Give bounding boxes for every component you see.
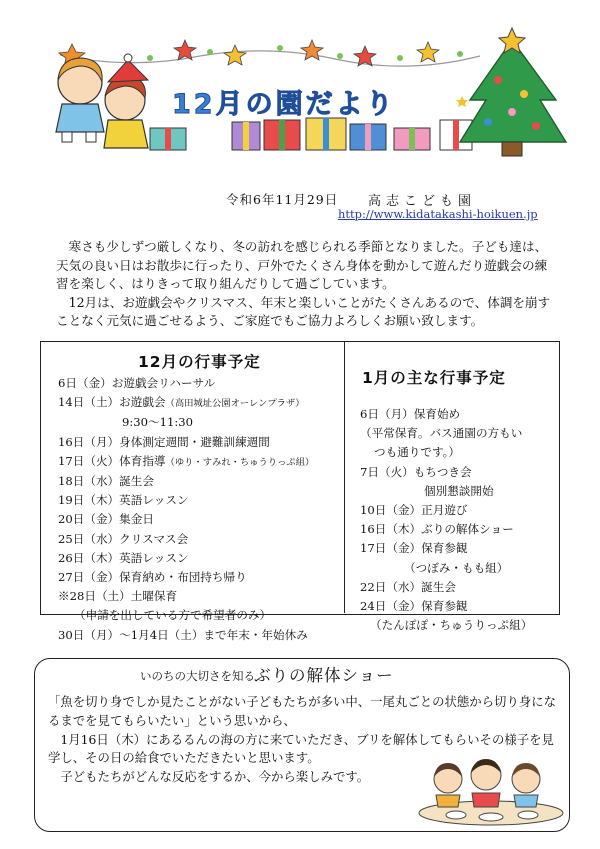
- event-text: 身体測定週間・避難訓練週間: [119, 434, 270, 449]
- school-website-link[interactable]: http://www.kidatakashi-hoikuen.jp: [338, 207, 538, 221]
- december-event-row: [58, 413, 314, 432]
- event-text: 英語レッスン: [119, 493, 189, 508]
- event-text: 9:30～11:30: [122, 415, 194, 430]
- buri-show-title: ぶりの解体ショー: [254, 666, 394, 685]
- christmas-tree-illustration: [456, 28, 566, 156]
- buri-paragraph: 1月16日（木）にあるるんの海の方に来ていただき、ブリを解体してもらいその様子を見学し、その日の給食でいただきたいと思います。: [48, 731, 554, 766]
- intro-paragraph: 12月は、お遊戯会やクリスマス、年末と楽しいことがたくさんあるので、体調を崩すことなく元気に過ごせるよう、ご家庭でもご協力よろしくお願い致します。: [56, 294, 551, 329]
- january-schedule-title: 1月の主な行事予定: [362, 369, 506, 387]
- event-text: 個別懇談開始: [424, 483, 494, 498]
- event-date: ※28日（土）: [58, 589, 131, 604]
- event-text: もちつき会: [413, 464, 472, 479]
- december-event-row: [58, 491, 314, 510]
- january-event-row: [360, 539, 532, 558]
- event-date: 6日（月）: [360, 407, 414, 421]
- event-date: 14日（土）: [58, 395, 120, 410]
- january-event-row: [360, 597, 532, 616]
- event-text: ぶりの解体ショー: [421, 522, 514, 537]
- event-text: 土曜保育: [130, 589, 178, 604]
- december-event-row: [58, 452, 314, 472]
- event-text: （たんぽぽ・ちゅうりっぷ組）: [370, 618, 533, 633]
- event-date: 6日（金）: [58, 376, 112, 390]
- january-event-row: [360, 482, 532, 501]
- january-event-row: [360, 463, 532, 482]
- kids-eating-illustration: [416, 755, 566, 827]
- school-name: 高志こども園: [368, 194, 477, 209]
- buri-paragraph: 「魚を切り身でしか見たことがない子どもたちが多い中、一尾丸ごとの状態から切り身になるまでを見てもらいたい」という思いから、: [48, 694, 557, 728]
- december-event-row: [58, 606, 314, 625]
- event-note: （ゆり・すみれ・ちゅうりっぷ組）: [165, 456, 315, 468]
- december-schedule-title: 12月の行事予定: [138, 353, 261, 371]
- event-date: 22日（水）: [360, 579, 422, 594]
- january-event-row: [360, 520, 532, 539]
- december-event-row: [58, 393, 314, 413]
- january-event-row: [360, 424, 532, 443]
- issue-date: 令和6年11月29日: [226, 192, 339, 207]
- december-event-row: [58, 374, 314, 393]
- event-text: 保育参観: [421, 541, 468, 556]
- event-date: 16日（木）: [360, 522, 422, 537]
- event-text: クリスマス会: [119, 531, 189, 546]
- gift-boxes-illustration: [150, 118, 472, 150]
- event-date: 30日（月）: [58, 627, 120, 642]
- january-event-row: [360, 616, 532, 635]
- december-event-list: [58, 374, 314, 645]
- intro-text: [56, 238, 556, 331]
- event-text: （平常保育。バス通園の方もい: [360, 426, 523, 441]
- event-text: ～1月4日（土）まで年末・年始休み: [119, 627, 308, 642]
- event-date: 25日（水）: [58, 531, 120, 546]
- december-event-row: [58, 587, 314, 606]
- children-illustration: [56, 54, 148, 148]
- january-event-list: [360, 405, 532, 635]
- january-event-row: [360, 405, 532, 424]
- event-text: 誕生会: [421, 579, 456, 594]
- event-text: 集金日: [119, 512, 154, 527]
- event-text: つも通りです。）: [374, 445, 461, 460]
- january-event-row: [360, 559, 532, 578]
- event-date: 26日（木）: [58, 550, 120, 565]
- december-event-row: [58, 530, 314, 549]
- event-text: お遊戯会リハーサル: [111, 376, 216, 390]
- january-event-row: [360, 578, 532, 597]
- event-text: 保育納め・布団持ち帰り: [119, 570, 247, 585]
- event-text: 誕生会: [119, 474, 154, 489]
- event-text: 英語レッスン: [119, 550, 189, 565]
- page-title: 12月の園だより: [172, 89, 396, 120]
- event-text: お遊戯会: [119, 395, 166, 410]
- event-text: （つぼみ・もも組）: [404, 560, 509, 575]
- january-event-row: [360, 501, 532, 520]
- december-event-row: [58, 433, 314, 452]
- event-date: 16日（月）: [58, 434, 120, 449]
- event-date: 17日（金）: [360, 541, 422, 556]
- december-event-row: [58, 626, 314, 645]
- schedule-divider: [344, 341, 345, 613]
- december-event-row: [58, 472, 314, 491]
- intro-paragraph: 寒さも少しずつ厳しくなり、冬の訪れを感じられる季節となりました。子ども達は、天気の良い日はお散歩に行ったり、戸外でたくさん身体を動かして遊んだり遊戯会の練習を楽しく、はりきって取り組んだりして過ごしています。: [56, 239, 548, 292]
- buri-show-subtitle: いのちの大切さを知る: [140, 669, 255, 683]
- event-date: 19日（木）: [58, 493, 120, 508]
- event-text: 保育始め: [413, 407, 461, 421]
- event-text: 正月遊び: [421, 503, 468, 518]
- buri-paragraph: 子どもたちがどんな反応をするか、今から楽しみです。: [60, 769, 370, 785]
- event-date: 7日（火）: [360, 464, 414, 479]
- event-date: 10日（金）: [360, 503, 422, 518]
- event-note: （高田城址公園オーレンプラザ）: [165, 398, 305, 410]
- event-date: 17日（火）: [58, 453, 120, 468]
- event-date: 24日（金）: [360, 599, 422, 614]
- december-event-row: [58, 549, 314, 568]
- january-event-row: [360, 443, 532, 462]
- event-date: 20日（金）: [58, 512, 120, 527]
- event-text: 体育指導: [119, 453, 166, 468]
- december-event-row: [58, 568, 314, 587]
- event-text: （申請を出している方で希望者のみ）: [74, 608, 272, 623]
- december-event-row: [58, 510, 314, 529]
- event-date: 18日（水）: [58, 474, 120, 489]
- event-text: 保育参観: [421, 599, 468, 614]
- event-date: 27日（金）: [58, 570, 120, 585]
